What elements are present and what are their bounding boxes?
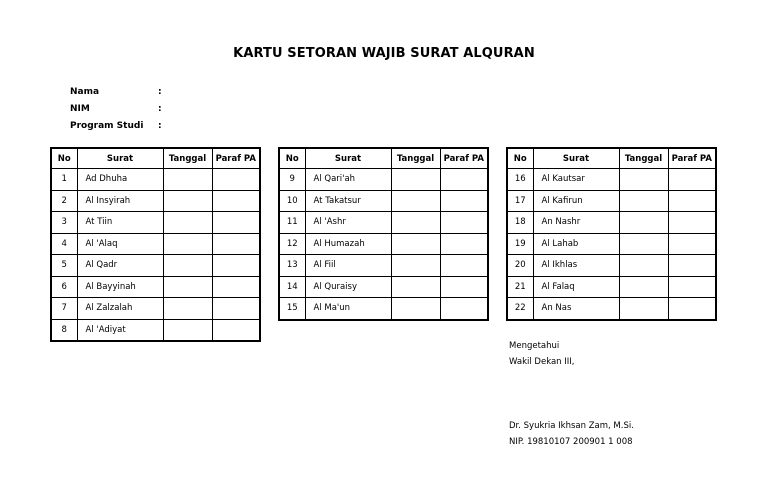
row-surat: At Tiin <box>77 212 163 234</box>
table-row <box>279 233 488 255</box>
row-paraf-cell <box>440 298 488 320</box>
row-paraf-cell <box>212 212 260 234</box>
surat-table-3 <box>506 147 717 321</box>
info-colon: : <box>158 120 162 131</box>
table-header-row <box>51 148 260 169</box>
row-surat: Al Falaq <box>533 276 619 298</box>
row-no: 20 <box>507 255 533 277</box>
info-colon: : <box>158 86 162 97</box>
header-paraf: Paraf PA <box>668 148 716 169</box>
row-surat: Al Ikhlas <box>533 255 619 277</box>
row-paraf-cell <box>668 255 716 277</box>
table-row <box>507 169 716 191</box>
table-row <box>507 276 716 298</box>
row-tanggal-cell <box>163 169 212 191</box>
row-paraf-cell <box>668 276 716 298</box>
header-paraf: Paraf PA <box>212 148 260 169</box>
student-info <box>70 83 162 134</box>
table-row <box>51 276 260 298</box>
row-no: 21 <box>507 276 533 298</box>
row-surat: Al Kafirun <box>533 190 619 212</box>
table-row <box>279 190 488 212</box>
row-surat: At Takatsur <box>305 190 391 212</box>
info-label: Program Studi <box>70 120 144 131</box>
row-paraf-cell <box>440 233 488 255</box>
row-paraf-cell <box>212 255 260 277</box>
table-header-row <box>279 148 488 169</box>
row-tanggal-cell <box>391 276 440 298</box>
row-surat: Al Fiil <box>305 255 391 277</box>
row-tanggal-cell <box>619 255 668 277</box>
row-no: 9 <box>279 169 305 191</box>
row-no: 18 <box>507 212 533 234</box>
row-paraf-cell <box>212 319 260 341</box>
table-row <box>51 255 260 277</box>
row-paraf-cell <box>668 212 716 234</box>
row-no: 11 <box>279 212 305 234</box>
row-paraf-cell <box>212 190 260 212</box>
header-tanggal: Tanggal <box>391 148 440 169</box>
table-row <box>51 298 260 320</box>
row-surat: Al Qari'ah <box>305 169 391 191</box>
table-row <box>507 255 716 277</box>
header-paraf: Paraf PA <box>440 148 488 169</box>
row-paraf-cell <box>668 233 716 255</box>
row-no: 8 <box>51 319 77 341</box>
row-no: 1 <box>51 169 77 191</box>
row-paraf-cell <box>440 212 488 234</box>
info-row-nim <box>70 100 162 117</box>
row-tanggal-cell <box>163 255 212 277</box>
row-paraf-cell <box>212 169 260 191</box>
document-title: KARTU SETORAN WAJIB SURAT ALQURAN <box>233 46 535 61</box>
row-tanggal-cell <box>619 233 668 255</box>
row-no: 3 <box>51 212 77 234</box>
row-paraf-cell <box>212 298 260 320</box>
signature-jabatan: Wakil Dekan III, <box>509 357 575 367</box>
row-surat: Ad Dhuha <box>77 169 163 191</box>
row-surat: Al Quraisy <box>305 276 391 298</box>
table-row <box>507 212 716 234</box>
row-no: 10 <box>279 190 305 212</box>
signature-mengetahui: Mengetahui <box>509 341 560 351</box>
row-tanggal-cell <box>391 233 440 255</box>
surat-table-1 <box>50 147 261 342</box>
row-surat: Al 'Ashr <box>305 212 391 234</box>
table-row <box>507 233 716 255</box>
row-no: 19 <box>507 233 533 255</box>
row-tanggal-cell <box>391 190 440 212</box>
row-no: 12 <box>279 233 305 255</box>
table-row <box>279 169 488 191</box>
row-no: 16 <box>507 169 533 191</box>
row-paraf-cell <box>668 169 716 191</box>
row-tanggal-cell <box>619 276 668 298</box>
signature-nama: Dr. Syukria Ikhsan Zam, M.Si. <box>509 421 634 431</box>
row-surat: Al Lahab <box>533 233 619 255</box>
header-no: No <box>279 148 305 169</box>
row-paraf-cell <box>668 190 716 212</box>
row-no: 5 <box>51 255 77 277</box>
row-paraf-cell <box>212 276 260 298</box>
row-surat: Al Zalzalah <box>77 298 163 320</box>
row-tanggal-cell <box>163 298 212 320</box>
row-tanggal-cell <box>391 298 440 320</box>
table-row <box>51 169 260 191</box>
table-row <box>507 298 716 320</box>
row-paraf-cell <box>440 276 488 298</box>
header-no: No <box>507 148 533 169</box>
row-no: 13 <box>279 255 305 277</box>
table-row <box>279 298 488 320</box>
row-no: 7 <box>51 298 77 320</box>
table-row <box>279 276 488 298</box>
table-row <box>51 319 260 341</box>
row-no: 15 <box>279 298 305 320</box>
table-header-row <box>507 148 716 169</box>
surat-table-2 <box>278 147 489 321</box>
table-row <box>279 255 488 277</box>
row-tanggal-cell <box>163 190 212 212</box>
row-paraf-cell <box>440 190 488 212</box>
row-surat: Al Kautsar <box>533 169 619 191</box>
row-surat: Al Ma'un <box>305 298 391 320</box>
row-surat: Al Insyirah <box>77 190 163 212</box>
row-tanggal-cell <box>163 233 212 255</box>
header-tanggal: Tanggal <box>619 148 668 169</box>
row-surat: Al Bayyinah <box>77 276 163 298</box>
row-surat: Al 'Alaq <box>77 233 163 255</box>
row-no: 14 <box>279 276 305 298</box>
row-surat: An Nashr <box>533 212 619 234</box>
row-no: 22 <box>507 298 533 320</box>
row-paraf-cell <box>440 255 488 277</box>
header-surat: Surat <box>533 148 619 169</box>
row-tanggal-cell <box>391 255 440 277</box>
info-label: Nama <box>70 86 100 97</box>
row-no: 6 <box>51 276 77 298</box>
row-paraf-cell <box>212 233 260 255</box>
info-colon: : <box>158 103 162 114</box>
table-row <box>51 233 260 255</box>
header-surat: Surat <box>77 148 163 169</box>
row-surat: Al Qadr <box>77 255 163 277</box>
row-surat: Al 'Adiyat <box>77 319 163 341</box>
info-row-nama <box>70 83 162 100</box>
header-tanggal: Tanggal <box>163 148 212 169</box>
row-paraf-cell <box>440 169 488 191</box>
header-no: No <box>51 148 77 169</box>
row-tanggal-cell <box>619 169 668 191</box>
row-no: 4 <box>51 233 77 255</box>
row-tanggal-cell <box>619 190 668 212</box>
row-tanggal-cell <box>391 169 440 191</box>
info-label: NIM <box>70 103 90 114</box>
table-row <box>507 190 716 212</box>
table-row <box>51 212 260 234</box>
row-tanggal-cell <box>619 212 668 234</box>
row-tanggal-cell <box>163 212 212 234</box>
row-no: 17 <box>507 190 533 212</box>
table-row <box>51 190 260 212</box>
header-surat: Surat <box>305 148 391 169</box>
signature-nip: NIP. 19810107 200901 1 008 <box>509 437 633 447</box>
info-row-program-studi <box>70 117 162 134</box>
row-tanggal-cell <box>163 319 212 341</box>
row-no: 2 <box>51 190 77 212</box>
row-tanggal-cell <box>619 298 668 320</box>
row-surat: An Nas <box>533 298 619 320</box>
row-tanggal-cell <box>391 212 440 234</box>
table-row <box>279 212 488 234</box>
row-tanggal-cell <box>163 276 212 298</box>
row-surat: Al Humazah <box>305 233 391 255</box>
row-paraf-cell <box>668 298 716 320</box>
